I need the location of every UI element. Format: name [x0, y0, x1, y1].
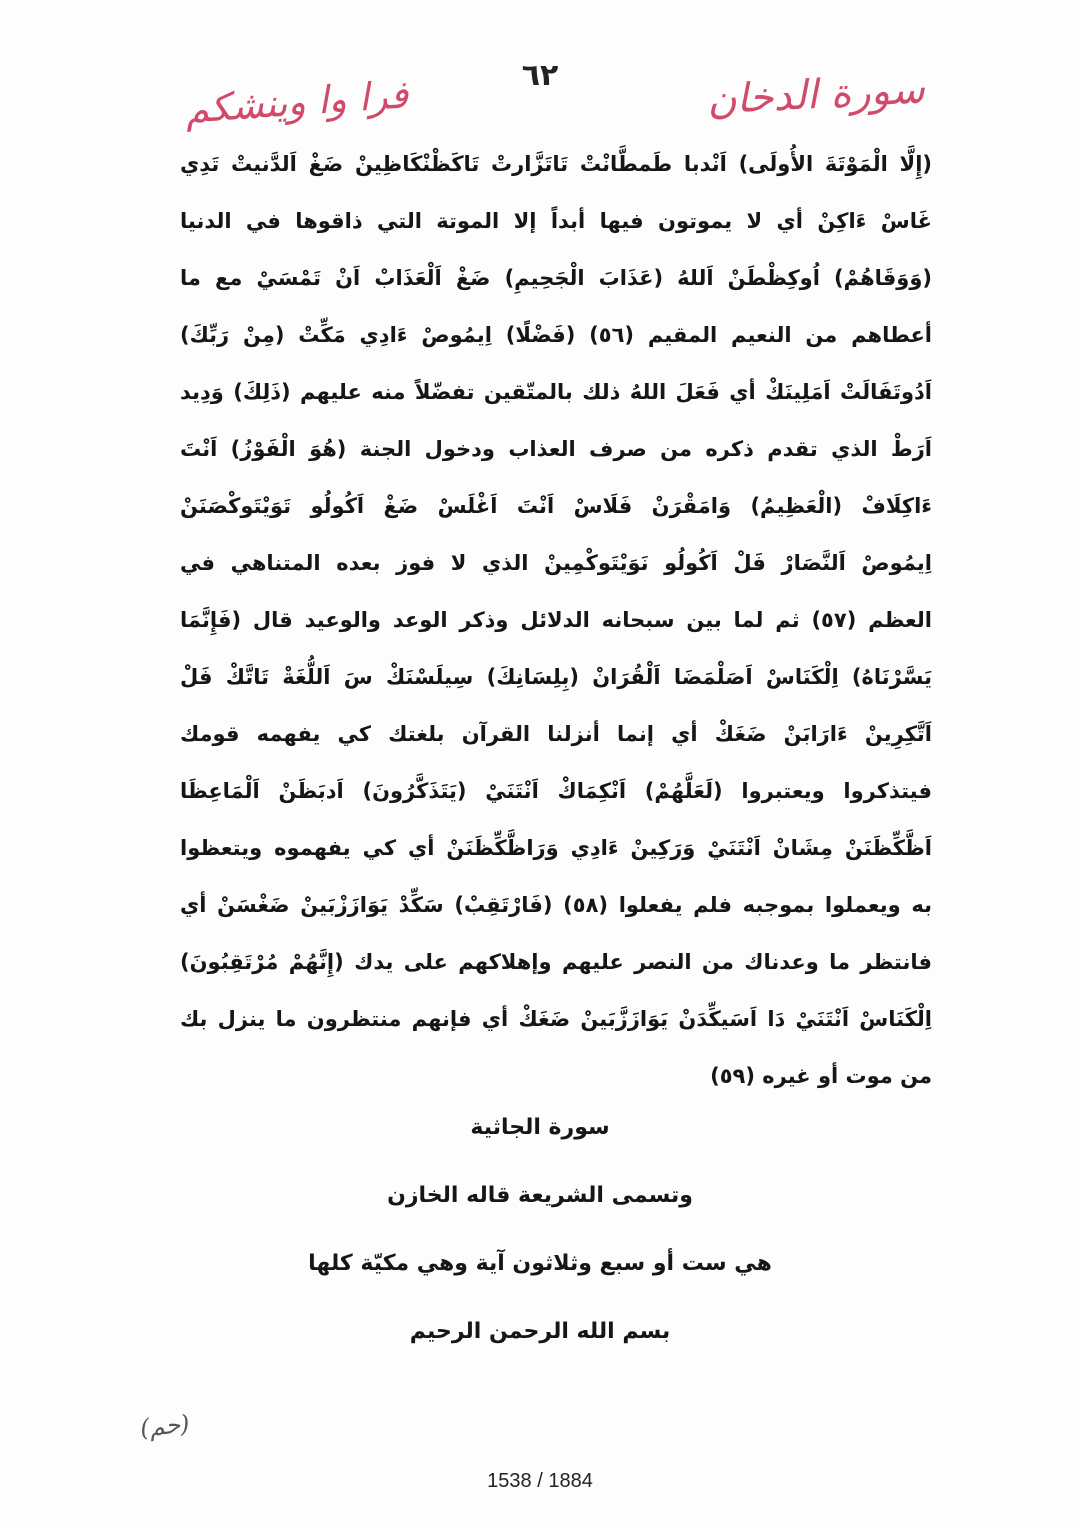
basmala: بسم الله الرحمن الرحيم — [409, 1319, 671, 1344]
text-line: اَدُوتَفَالَتْ اَمَلِينَكْ أي فَعَلَ اللهُ ذلك بالمتّقين تفضّلاً منه عليهم (ذَلِكَ) وَدِيد — [180, 380, 932, 404]
surah-alt-name: وتسمى الشريعة قاله الخازن — [387, 1183, 693, 1208]
text-line: اَرَطْ الذي تقدم ذكره من صرف العذاب ودخول الجنة (هُوَ الْفَوْزُ) اَنْتَ — [180, 437, 932, 461]
text-line: (إِلَّا الْمَوْتَةَ الأُولَى) اَنْدبا طَمطَّانْتْ تَاتَزَّارتْ تَاكَظْنْكَاظِينْ ضَغْ اَلدَّنيتْ تَدِي — [180, 152, 932, 176]
text-line: به ويعملوا بموجبه فلم يفعلوا (٥٨) (فَارْتَقِبْ) سَكِّدْ يَوَازَزْبَينْ ضَغْسَنْ أي — [180, 893, 932, 917]
page-number: ٦٢ — [521, 58, 559, 93]
text-line: (وَوَقَاهُمْ) اُوكِظْطَنْ اَللهُ (عَذَابَ الْجَحِيمِ) ضَغْ اَلْعَذَابْ اَنْ تَمْسَيْ مع ما — [180, 266, 932, 290]
text-line: العظم (٥٧) ثم لما بين سبحانه الدلائل وذكر الوعد والوعيد قال (فَإِنَّمَا — [180, 608, 932, 632]
handwritten-margin-note: فرا وا وينشكم — [183, 72, 410, 132]
text-line: اَتَّكِرِينْ ءَارَابَنْ ضَغَكْ أي إنما أنزلنا القرآن بلغتك كي يفهمه قومك — [180, 722, 932, 746]
text-line: فيتذكروا ويعتبروا (لَعَلَّهُمْ) اَنْكِمَاكْ اَنْتَنَيْ (يَتَذَكَّرُونَ) اَدبَظَنْ اَلْمَاعِظَا — [180, 779, 932, 803]
text-line: أعطاهم من النعيم المقيم (٥٦) (فَضْلًا) اِيمُوصْ ءَادِي مَكِّتْ (مِنْ رَبِّكَ) — [180, 323, 932, 347]
text-line: اَظَّكِّظَنَنْ مِشَانْ اَنْتَنَيْ وَرَكِينْ ءَادِي وَرَاظَّكِّظَنَنْ أي كي يفهموه ويتعظوا — [180, 836, 932, 860]
text-line: فانتظر ما وعدناك من النصر عليهم وإهلاكهم على يدك (إِنَّهُمْ مُرْتَقِبُونَ) — [180, 950, 932, 974]
text-line: يَسَّرْنَاهُ) اِلْكَنَاسْ اَصَلْمَضَا اَلْقُرَانْ (بِلِسَانِكَ) سِيلَسْنَكْ سَ اَللُّغَةْ تَاتَّكْ فَلْ — [180, 665, 932, 689]
surah-title: سورة الجاثية — [470, 1115, 610, 1140]
text-line: من موت أو غيره (٥٩) — [710, 1064, 932, 1088]
surah-heading — [0, 1094, 1080, 1366]
page-counter: 1538 / 1884 — [487, 1470, 593, 1492]
text-line: غَاسْ ءَاكِنْ أي لا يموتون فيها أبداً إلا الموتة التي ذاقوها في الدنيا — [180, 209, 932, 233]
surah-verse-info: هي ست أو سبع وثلاثون آية وهي مكيّة كلها — [308, 1251, 772, 1276]
text-line: ءَاكِلَافْ (الْعَظِيمُ) وَامَقْرَنْ فَلَاسْ اَنْتَ اَغْلَسْ ضَغْ اَكُولُو تَوَيْتَوكْصَنَنْ — [180, 494, 932, 518]
handwritten-bottom-note: (حم) — [138, 1409, 191, 1443]
handwritten-surah-note: سورة الدخان — [706, 66, 927, 124]
text-line: اِلْكَنَاسْ اَنْتَنَيْ دَا اَسَيكِّدَنْ يَوَازَزَّبَينْ ضَغَكْ أي فإنهم منتظرون ما ينزل بك — [180, 1007, 932, 1031]
text-line: اِيمُوصْ اَلنَّصَارْ فَلْ اَكُولُو نَوَيْتَوكْمِينْ الذي لا فوز بعده المتناهي في — [180, 551, 932, 575]
commentary-text — [180, 136, 932, 1105]
